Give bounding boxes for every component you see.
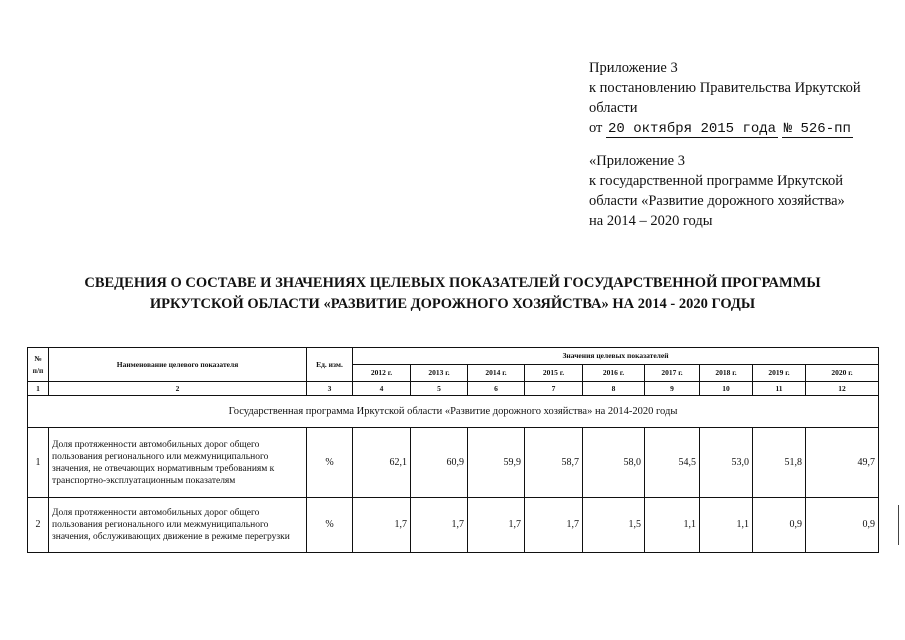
appendix-line: к постановлению Правительства Иркутской xyxy=(589,80,861,96)
appendix-line: на 2014 – 2020 годы xyxy=(589,213,713,229)
header-year: 2013 г. xyxy=(411,365,468,382)
column-number: 5 xyxy=(411,382,468,396)
document-title xyxy=(40,273,865,315)
indicator-value: 62,1 xyxy=(353,428,411,498)
column-number: 11 xyxy=(753,382,806,396)
decree-date: 20 октября 2015 года xyxy=(608,121,777,137)
indicator-value: 53,0 xyxy=(700,428,753,498)
header-year: 2020 г. xyxy=(806,365,879,382)
indicator-value: 1,1 xyxy=(645,498,700,553)
indicator-name: Доля протяженности автомобильных дорог общего пользования регионального или межмуниципального значения, не отвечающих нормативным требованиям к транспортно-эксплуатационным показателям xyxy=(49,428,307,498)
appendix-line: Приложение 3 xyxy=(589,60,678,76)
indicator-value: 59,9 xyxy=(468,428,525,498)
appendix-line: области «Развитие дорожного хозяйства» xyxy=(589,193,845,209)
indicator-value: 49,7 xyxy=(806,428,879,498)
indicator-unit: % xyxy=(307,428,353,498)
column-number: 1 xyxy=(28,382,49,396)
column-number: 7 xyxy=(525,382,583,396)
title-line: СВЕДЕНИЯ О СОСТАВЕ И ЗНАЧЕНИЯХ ЦЕЛЕВЫХ ПОКАЗАТЕЛЕЙ ГОСУДАРСТВЕННОЙ ПРОГРАММЫ xyxy=(84,275,821,291)
header-values: Значения целевых показателей xyxy=(353,348,879,365)
indicator-value: 58,0 xyxy=(583,428,645,498)
column-number: 10 xyxy=(700,382,753,396)
header-year: 2012 г. xyxy=(353,365,411,382)
appendix-line: области xyxy=(589,100,638,116)
indicator-value: 1,7 xyxy=(468,498,525,553)
header-year: 2014 г. xyxy=(468,365,525,382)
appendix-program xyxy=(589,151,889,231)
from-label: от xyxy=(589,120,603,136)
indicator-value: 0,9 xyxy=(753,498,806,553)
header-name: Наименование целевого показателя xyxy=(49,348,307,382)
indicator-value: 0,9 xyxy=(806,498,879,553)
column-number: 9 xyxy=(645,382,700,396)
appendix-header xyxy=(589,58,889,139)
column-number: 3 xyxy=(307,382,353,396)
decree-date-line xyxy=(589,118,889,139)
indicator-value: 1,7 xyxy=(411,498,468,553)
indicator-value: 1,7 xyxy=(353,498,411,553)
indicator-value: 1,1 xyxy=(700,498,753,553)
indicator-unit: % xyxy=(307,498,353,553)
indicator-value: 51,8 xyxy=(753,428,806,498)
row-number: 1 xyxy=(28,428,49,498)
header-unit: Ед. изм. xyxy=(307,348,353,382)
indicator-value: 54,5 xyxy=(645,428,700,498)
indicator-value: 60,9 xyxy=(411,428,468,498)
row-number: 2 xyxy=(28,498,49,553)
header-year: 2015 г. xyxy=(525,365,583,382)
table-row xyxy=(28,498,879,553)
header-year: 2017 г. xyxy=(645,365,700,382)
column-number: 8 xyxy=(583,382,645,396)
scan-edge-mark xyxy=(898,505,902,545)
indicator-value: 58,7 xyxy=(525,428,583,498)
column-number: 4 xyxy=(353,382,411,396)
program-row: Государственная программа Иркутской области «Развитие дорожного хозяйства» на 2014-2020 годы xyxy=(28,396,879,428)
appendix-line: к государственной программе Иркутской xyxy=(589,173,844,189)
decree-number: № 526-пп xyxy=(783,121,851,137)
header-no: № п/п xyxy=(28,348,49,382)
appendix-line: «Приложение 3 xyxy=(589,153,685,169)
column-number: 6 xyxy=(468,382,525,396)
header-year: 2016 г. xyxy=(583,365,645,382)
header-year: 2018 г. xyxy=(700,365,753,382)
column-number: 12 xyxy=(806,382,879,396)
indicator-value: 1,5 xyxy=(583,498,645,553)
indicator-name: Доля протяженности автомобильных дорог общего пользования регионального или межмуниципального значения, обслуживающих движение в режиме перегрузки xyxy=(49,498,307,553)
table-row xyxy=(28,428,879,498)
indicators-table xyxy=(27,347,879,553)
indicator-value: 1,7 xyxy=(525,498,583,553)
column-number: 2 xyxy=(49,382,307,396)
title-line: ИРКУТСКОЙ ОБЛАСТИ «РАЗВИТИЕ ДОРОЖНОГО ХОЗЯЙСТВА» НА 2014 - 2020 ГОДЫ xyxy=(149,296,756,312)
header-year: 2019 г. xyxy=(753,365,806,382)
